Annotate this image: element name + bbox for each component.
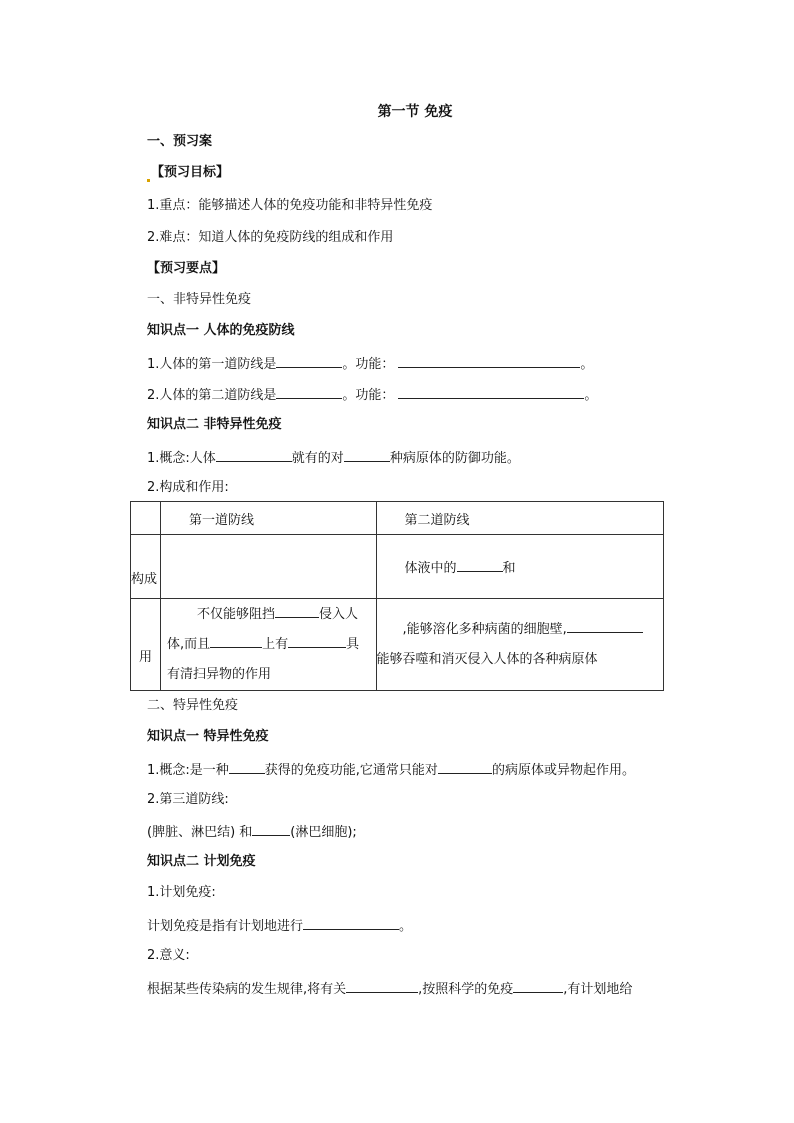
page-title: 第一节 免疫 [377, 104, 453, 120]
fill-blank[interactable] [344, 448, 390, 462]
table-cell-corner [131, 502, 161, 535]
question-2: 2.人体的第二道防线是 。功能： 。 [147, 385, 597, 405]
fill-blank[interactable] [438, 760, 492, 774]
fill-blank[interactable] [457, 558, 503, 572]
table-cell-empty[interactable] [160, 535, 376, 599]
table-row [131, 502, 664, 535]
knowledge-point-4: 知识点二 计划免疫 [147, 854, 256, 869]
goal-1: 1.重点：能够描述人体的免疫功能和非特异性免疫 [147, 198, 433, 213]
table-header-second-line: 第二道防线 [376, 502, 663, 535]
section-preview: 一、预习案 [147, 134, 213, 149]
yellow-mark [147, 179, 150, 182]
fill-blank[interactable] [513, 979, 563, 993]
fill-blank[interactable] [275, 604, 319, 618]
fill-blank[interactable] [276, 354, 342, 368]
fill-blank[interactable] [229, 760, 265, 774]
question-7: (脾脏、淋巴结) 和 (淋巴细胞); [147, 822, 357, 842]
table-row [131, 535, 664, 599]
fill-blank[interactable] [398, 385, 584, 399]
knowledge-point-1: 知识点一 人体的免疫防线 [147, 323, 295, 338]
row-label-composition: 构成 [131, 535, 161, 599]
question-11: 根据某些传染病的发生规律,将有关 ,按照科学的免疫 ,有计划地给 [147, 979, 632, 999]
part1-heading: 一、非特异性免疫 [147, 292, 252, 307]
question-10: 2.意义: [147, 948, 190, 963]
fill-blank[interactable] [346, 979, 418, 993]
fill-blank[interactable] [252, 822, 290, 836]
question-5: 1.概念:是一种 获得的免疫功能,它通常只能对 的病原体或异物起作用。 [147, 760, 635, 780]
table-cell-function-second: ,能够溶化多种病菌的细胞壁, 能够吞噬和消灭侵入人体的各种病原体 [376, 599, 663, 691]
fill-blank[interactable] [398, 354, 580, 368]
table-cell-composition-second: 体液中的 和 [376, 535, 663, 599]
fill-blank[interactable] [567, 619, 643, 633]
knowledge-point-3: 知识点一 特异性免疫 [147, 729, 269, 744]
goals-header: 【预习目标】 [147, 164, 229, 182]
fill-blank[interactable] [288, 634, 346, 648]
question-3: 1.概念:人体 就有的对 种病原体的防御功能。 [147, 448, 520, 468]
question-9: 计划免疫是指有计划地进行 。 [147, 916, 412, 936]
goal-2: 2.难点：知道人体的免疫防线的组成和作用 [147, 230, 394, 245]
table-header-first-line: 第一道防线 [160, 502, 376, 535]
fill-blank[interactable] [303, 916, 399, 930]
defense-table [130, 501, 664, 691]
fill-blank[interactable] [216, 448, 292, 462]
table-row [131, 599, 664, 691]
fill-blank[interactable] [276, 385, 342, 399]
fill-blank[interactable] [210, 634, 262, 648]
row-label-function: 用 [131, 599, 161, 691]
question-1: 1.人体的第一道防线是 。功能： 。 [147, 354, 593, 374]
question-6: 2.第三道防线: [147, 792, 229, 807]
knowledge-point-2: 知识点二 非特异性免疫 [147, 417, 282, 432]
part2-heading: 二、特异性免疫 [147, 698, 239, 713]
question-4: 2.构成和作用: [147, 480, 229, 495]
table-cell-function-first: 不仅能够阻挡 侵入人 体,而且 上有 具 有清扫异物的作用 [160, 599, 376, 691]
question-8: 1.计划免疫: [147, 885, 216, 900]
points-header: 【预习要点】 [147, 261, 226, 276]
